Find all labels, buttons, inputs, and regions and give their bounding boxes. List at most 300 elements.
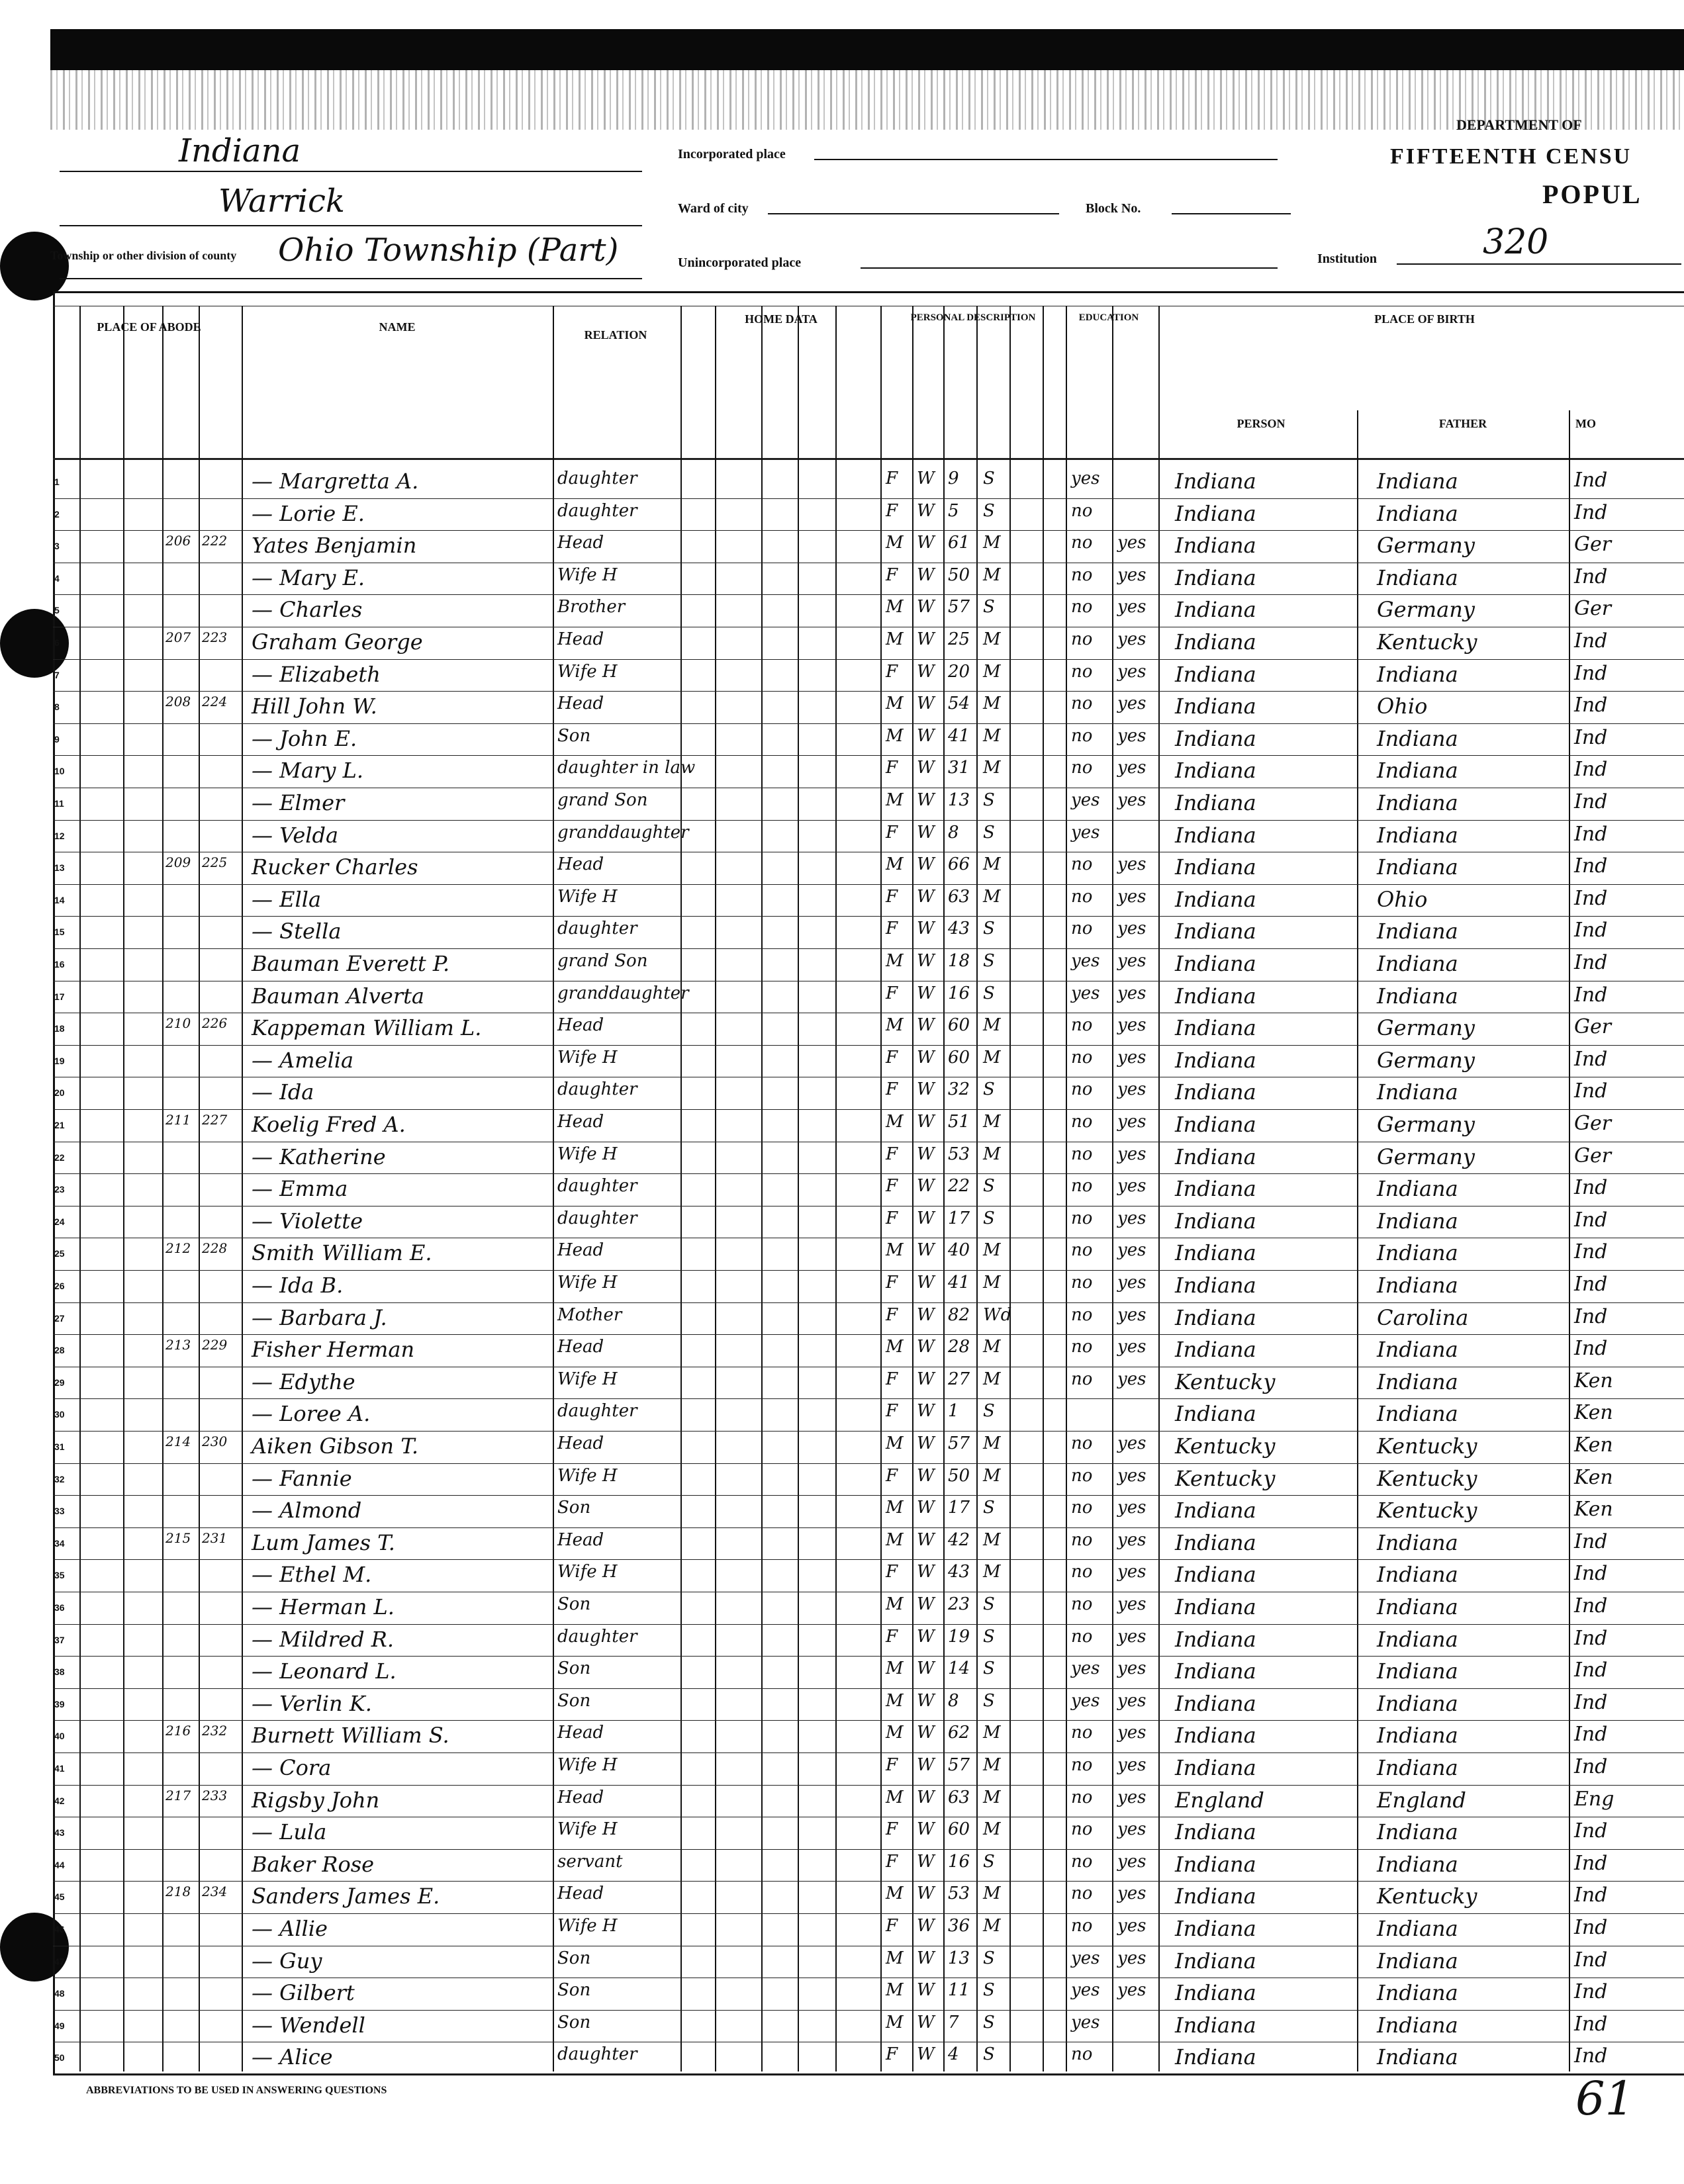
block-label: Block No. xyxy=(1086,201,1141,216)
cell-read: yes xyxy=(1117,1916,1146,1936)
row-rule xyxy=(53,1785,1684,1786)
cell-school: no xyxy=(1071,1369,1093,1389)
cell-name: — Almond xyxy=(252,1498,362,1524)
cell-name: — Wendell xyxy=(252,2012,365,2038)
cell-father: Indiana xyxy=(1377,1916,1458,1941)
cell-age: 54 xyxy=(948,694,970,714)
cell-father: Indiana xyxy=(1377,951,1458,976)
row-rule xyxy=(53,1624,1684,1625)
cell-marital: S xyxy=(983,983,995,1003)
row-rule xyxy=(53,1881,1684,1882)
cell-school: no xyxy=(1071,886,1093,907)
col-rule xyxy=(912,306,913,2071)
row-rule xyxy=(53,1752,1684,1753)
cell-relation: Head xyxy=(557,1723,604,1743)
person-header: PERSON xyxy=(1237,417,1286,430)
cell-dwelling: 209 xyxy=(165,854,191,871)
cell-marital: M xyxy=(983,1819,1001,1840)
cell-relation: Head xyxy=(557,629,604,649)
cell-relation: Wife H xyxy=(557,1273,618,1293)
cell-relation: Wife H xyxy=(557,1369,618,1389)
cell-birth: Indiana xyxy=(1175,469,1256,494)
cell-name: Lum James T. xyxy=(252,1529,395,1555)
line-number: 14 xyxy=(54,894,65,905)
cell-father: Germany xyxy=(1377,597,1475,623)
row-rule xyxy=(53,659,1684,660)
cell-age: 16 xyxy=(948,1851,970,1872)
row-rule xyxy=(53,1398,1684,1399)
cell-father: Indiana xyxy=(1377,1369,1458,1394)
cell-mother: Ind xyxy=(1574,758,1608,782)
row-rule xyxy=(53,691,1684,692)
cell-name: — Barbara J. xyxy=(252,1304,387,1330)
cell-family: 223 xyxy=(202,629,228,645)
cell-school: no xyxy=(1071,1884,1093,1904)
cell-father: Indiana xyxy=(1377,1851,1458,1877)
cell-age: 43 xyxy=(948,919,970,939)
cell-marital: M xyxy=(983,1112,1001,1132)
cell-sex: M xyxy=(886,1594,904,1614)
cell-marital: S xyxy=(983,1948,995,1968)
cell-school: no xyxy=(1071,1529,1093,1550)
cell-name: — Guy xyxy=(252,1948,322,1974)
cell-name: Smith William E. xyxy=(252,1240,432,1266)
cell-sex: M xyxy=(886,1690,904,1711)
row-rule xyxy=(53,2010,1684,2011)
cell-birth: Indiana xyxy=(1175,1851,1256,1877)
cell-age: 16 xyxy=(948,983,970,1003)
cell-birth: Indiana xyxy=(1175,1626,1256,1652)
cell-marital: M xyxy=(983,1015,1001,1036)
cell-relation: Wife H xyxy=(557,1047,618,1068)
cell-father: Indiana xyxy=(1377,822,1458,848)
cell-school: no xyxy=(1071,1851,1093,1872)
line-number: 25 xyxy=(54,1248,65,1259)
row-rule xyxy=(53,1270,1684,1271)
population-title: POPUL xyxy=(1542,179,1642,209)
cell-sex: M xyxy=(886,1529,904,1550)
cell-sex: F xyxy=(886,1047,898,1068)
cell-school: no xyxy=(1071,500,1093,521)
cell-race: W xyxy=(917,1916,935,1936)
cell-name: — Violette xyxy=(252,1208,363,1234)
line-number: 9 xyxy=(54,733,60,745)
cell-marital: S xyxy=(983,1079,995,1100)
cell-race: W xyxy=(917,1498,935,1518)
cell-read: yes xyxy=(1117,983,1146,1003)
cell-sex: F xyxy=(886,1369,898,1389)
cell-birth: Indiana xyxy=(1175,1079,1256,1105)
col-rule xyxy=(242,306,243,2071)
cell-mother: Ken xyxy=(1574,1498,1613,1522)
line-number: 47 xyxy=(54,1956,65,1967)
cell-read: yes xyxy=(1117,661,1146,682)
cell-marital: M xyxy=(983,1562,1001,1582)
line-number: 17 xyxy=(54,991,65,1002)
cell-name: — Ethel M. xyxy=(252,1562,372,1588)
cell-birth: Indiana xyxy=(1175,1401,1256,1427)
cell-read: yes xyxy=(1117,1465,1146,1486)
cell-read: yes xyxy=(1117,1851,1146,1872)
cell-name: — Elizabeth xyxy=(252,661,381,687)
cell-birth: Indiana xyxy=(1175,533,1256,559)
cell-birth: Indiana xyxy=(1175,725,1256,751)
line-number: 35 xyxy=(54,1570,65,1581)
cell-mother: Ind xyxy=(1574,1240,1608,1264)
cell-marital: M xyxy=(983,725,1001,746)
cell-mother: Ind xyxy=(1574,1529,1608,1553)
abbreviations-footer: ABBREVIATIONS TO BE USED IN ANSWERING QUESTIONS xyxy=(86,2085,387,2096)
cell-father: Germany xyxy=(1377,1015,1475,1041)
line-number: 19 xyxy=(54,1055,65,1066)
row-rule xyxy=(53,498,1684,499)
cell-school: yes xyxy=(1071,983,1100,1003)
cell-read: yes xyxy=(1117,1626,1146,1647)
cell-age: 43 xyxy=(948,1562,970,1582)
line-number: 26 xyxy=(54,1281,65,1291)
row-rule xyxy=(53,1045,1684,1046)
cell-race: W xyxy=(917,1176,935,1197)
cell-age: 14 xyxy=(948,1659,970,1679)
cell-race: W xyxy=(917,1433,935,1453)
cell-birth: Indiana xyxy=(1175,854,1256,880)
county-value: Warrick xyxy=(218,183,345,220)
line-number: 36 xyxy=(54,1602,65,1613)
cell-name: Graham George xyxy=(252,629,423,655)
cell-marital: M xyxy=(983,1884,1001,1904)
county-line xyxy=(60,225,642,226)
cell-birth: Indiana xyxy=(1175,1498,1256,1524)
row-rule xyxy=(53,884,1684,885)
cell-name: — Ida B. xyxy=(252,1273,344,1298)
cell-marital: M xyxy=(983,1144,1001,1164)
line-number: 40 xyxy=(54,1731,65,1742)
cell-school: no xyxy=(1071,1337,1093,1357)
cell-mother: Ger xyxy=(1574,1112,1612,1135)
cell-mother: Ind xyxy=(1574,565,1608,588)
row-rule xyxy=(53,530,1684,531)
cell-relation: daughter xyxy=(557,1626,637,1647)
row-rule xyxy=(53,594,1684,595)
cell-father: Indiana xyxy=(1377,469,1458,494)
line-number: 16 xyxy=(54,959,65,970)
cell-relation: grand Son xyxy=(557,951,648,971)
cell-age: 82 xyxy=(948,1304,970,1325)
cell-father: Indiana xyxy=(1377,1176,1458,1202)
cell-father: Indiana xyxy=(1377,1626,1458,1652)
cell-age: 57 xyxy=(948,1433,970,1453)
department-title: DEPARTMENT OF xyxy=(1456,116,1582,133)
cell-read: yes xyxy=(1117,1337,1146,1357)
cell-age: 28 xyxy=(948,1337,970,1357)
cell-birth: Indiana xyxy=(1175,661,1256,687)
cell-school: yes xyxy=(1071,1690,1100,1711)
cell-mother: Ind xyxy=(1574,790,1608,813)
cell-marital: S xyxy=(983,790,995,810)
cell-sex: F xyxy=(886,1144,898,1164)
cell-sex: M xyxy=(886,1498,904,1518)
cell-school: no xyxy=(1071,1176,1093,1197)
cell-name: — Loree A. xyxy=(252,1401,371,1427)
row-rule xyxy=(53,755,1684,756)
cell-father: Germany xyxy=(1377,1112,1475,1137)
row-rule xyxy=(53,916,1684,917)
line-number: 22 xyxy=(54,1152,65,1163)
cell-read: yes xyxy=(1117,1433,1146,1453)
cell-age: 11 xyxy=(948,1980,970,2001)
cell-birth: Indiana xyxy=(1175,1659,1256,1684)
cell-father: Indiana xyxy=(1377,725,1458,751)
col-rule xyxy=(715,306,716,2071)
cell-age: 57 xyxy=(948,597,970,617)
cell-read: yes xyxy=(1117,533,1146,553)
cell-age: 20 xyxy=(948,661,970,682)
cell-relation: Head xyxy=(557,1112,604,1132)
cell-relation: Son xyxy=(557,1659,591,1679)
cell-relation: Wife H xyxy=(557,1465,618,1486)
cell-relation: Wife H xyxy=(557,1819,618,1840)
col-rule xyxy=(880,306,882,2071)
cell-mother: Ind xyxy=(1574,1819,1608,1843)
cell-read: yes xyxy=(1117,1948,1146,1968)
cell-read: yes xyxy=(1117,1594,1146,1614)
cell-father: England xyxy=(1377,1787,1466,1813)
cell-name: — John E. xyxy=(252,725,357,751)
cell-name: — Amelia xyxy=(252,1047,354,1073)
cell-name: — Mary L. xyxy=(252,758,363,784)
cell-sex: M xyxy=(886,1723,904,1743)
cell-read: yes xyxy=(1117,1176,1146,1197)
cell-school: no xyxy=(1071,1047,1093,1068)
cell-school: yes xyxy=(1071,1980,1100,2001)
cell-sex: M xyxy=(886,1884,904,1904)
cell-race: W xyxy=(917,822,935,842)
cell-marital: S xyxy=(983,2044,995,2065)
cell-age: 27 xyxy=(948,1369,970,1389)
cell-marital: S xyxy=(983,1659,995,1679)
cell-read: yes xyxy=(1117,1690,1146,1711)
col-rule xyxy=(761,306,763,2071)
cell-father: Kentucky xyxy=(1377,629,1477,655)
row-rule xyxy=(53,1334,1684,1335)
cell-age: 50 xyxy=(948,1465,970,1486)
cell-mother: Ger xyxy=(1574,533,1612,557)
cell-school: no xyxy=(1071,1240,1093,1261)
cell-name: Hill John W. xyxy=(252,694,377,719)
cell-school: no xyxy=(1071,919,1093,939)
cell-school: yes xyxy=(1071,469,1100,488)
row-rule xyxy=(53,1495,1684,1496)
cell-relation: Head xyxy=(557,1787,604,1807)
cell-birth: Indiana xyxy=(1175,1723,1256,1749)
cell-father: Indiana xyxy=(1377,661,1458,687)
cell-read: yes xyxy=(1117,1819,1146,1840)
name-header: NAME xyxy=(379,320,416,334)
cell-race: W xyxy=(917,919,935,939)
cell-read: yes xyxy=(1117,1047,1146,1068)
cell-sex: F xyxy=(886,469,898,488)
cell-age: 60 xyxy=(948,1015,970,1036)
cell-mother: Ind xyxy=(1574,822,1608,846)
cell-name: — Katherine xyxy=(252,1144,386,1169)
cell-race: W xyxy=(917,1594,935,1614)
cell-relation: Head xyxy=(557,694,604,714)
cell-age: 1 xyxy=(948,1401,959,1422)
row-rule xyxy=(53,1688,1684,1689)
cell-age: 63 xyxy=(948,1787,970,1807)
cell-relation: Son xyxy=(557,1594,591,1614)
col-rule xyxy=(680,306,682,2071)
col-rule xyxy=(976,306,978,2071)
cell-marital: M xyxy=(983,1273,1001,1293)
cell-father: Ohio xyxy=(1377,694,1428,719)
cell-name: Aiken Gibson T. xyxy=(252,1433,419,1459)
cell-read: yes xyxy=(1117,1659,1146,1679)
cell-read: yes xyxy=(1117,1112,1146,1132)
cell-relation: Head xyxy=(557,854,604,875)
cell-sex: M xyxy=(886,1015,904,1036)
cell-sex: M xyxy=(886,629,904,649)
cell-relation: daughter xyxy=(557,1079,637,1100)
incorporated-place-label: Incorporated place xyxy=(678,147,786,161)
cell-birth: Indiana xyxy=(1175,2012,1256,2038)
cell-name: — Lula xyxy=(252,1819,327,1845)
cell-mother: Ind xyxy=(1574,1047,1608,1071)
cell-father: Indiana xyxy=(1377,1337,1458,1363)
incorporated-place-line xyxy=(814,159,1278,160)
cell-birth: England xyxy=(1175,1787,1264,1813)
cell-birth: Kentucky xyxy=(1175,1465,1276,1491)
education-header: EDUCATION xyxy=(1078,312,1139,323)
cell-school: no xyxy=(1071,533,1093,553)
cell-name: — Velda xyxy=(252,822,339,848)
cell-name: — Mildred R. xyxy=(252,1626,395,1652)
relation-header: RELATION xyxy=(584,328,647,341)
cell-relation: Head xyxy=(557,533,604,553)
cell-marital: M xyxy=(983,1916,1001,1936)
cell-father: Kentucky xyxy=(1377,1884,1477,1909)
cell-sex: M xyxy=(886,951,904,971)
cell-read: yes xyxy=(1117,597,1146,617)
cell-read: yes xyxy=(1117,1079,1146,1100)
cell-family: 225 xyxy=(202,854,228,871)
cell-age: 8 xyxy=(948,1690,959,1711)
cell-birth: Indiana xyxy=(1175,1562,1256,1588)
cell-birth: Indiana xyxy=(1175,1980,1256,2006)
row-rule xyxy=(53,948,1684,949)
cell-sex: F xyxy=(886,1176,898,1197)
cell-birth: Indiana xyxy=(1175,1015,1256,1041)
cell-sex: M xyxy=(886,533,904,553)
cell-school: no xyxy=(1071,1819,1093,1840)
cell-sex: M xyxy=(886,790,904,810)
cell-race: W xyxy=(917,1304,935,1325)
cell-race: W xyxy=(917,1980,935,2001)
cell-sex: F xyxy=(886,919,898,939)
cell-family: 234 xyxy=(202,1884,228,1900)
cell-race: W xyxy=(917,1851,935,1872)
cell-birth: Indiana xyxy=(1175,983,1256,1009)
line-number: 20 xyxy=(54,1087,65,1099)
line-number: 38 xyxy=(54,1666,65,1678)
row-rule xyxy=(53,1849,1684,1850)
line-number: 24 xyxy=(54,1216,65,1227)
cell-name: — Allie xyxy=(252,1916,328,1941)
cell-name: — Edythe xyxy=(252,1369,355,1394)
cell-birth: Indiana xyxy=(1175,919,1256,944)
cell-mother: Ind xyxy=(1574,1079,1608,1103)
cell-race: W xyxy=(917,500,935,521)
cell-age: 53 xyxy=(948,1144,970,1164)
cell-family: 226 xyxy=(202,1015,228,1032)
cell-age: 62 xyxy=(948,1723,970,1743)
cell-birth: Indiana xyxy=(1175,500,1256,526)
cell-read: yes xyxy=(1117,1884,1146,1904)
cell-father: Indiana xyxy=(1377,1755,1458,1780)
cell-marital: Wd xyxy=(983,1304,1012,1325)
cell-read: yes xyxy=(1117,1240,1146,1261)
cell-father: Germany xyxy=(1377,533,1475,559)
cell-race: W xyxy=(917,725,935,746)
cell-race: W xyxy=(917,1690,935,1711)
cell-name: — Gilbert xyxy=(252,1980,355,2006)
cell-age: 53 xyxy=(948,1884,970,1904)
cell-mother: Ind xyxy=(1574,919,1608,942)
line-number: 42 xyxy=(54,1795,65,1806)
cell-sex: F xyxy=(886,1819,898,1840)
cell-read: yes xyxy=(1117,1498,1146,1518)
cell-marital: M xyxy=(983,629,1001,649)
cell-age: 42 xyxy=(948,1529,970,1550)
cell-marital: M xyxy=(983,533,1001,553)
cell-family: 229 xyxy=(202,1337,228,1353)
cell-read: yes xyxy=(1117,1980,1146,2001)
cell-race: W xyxy=(917,1144,935,1164)
cell-name: Bauman Everett P. xyxy=(252,951,450,976)
cell-read: yes xyxy=(1117,1787,1146,1807)
cell-read: yes xyxy=(1117,790,1146,810)
cell-relation: daughter in law xyxy=(557,758,696,778)
cell-marital: M xyxy=(983,1369,1001,1389)
line-number: 7 xyxy=(54,669,60,680)
cell-birth: Indiana xyxy=(1175,1948,1256,1974)
ward-label: Ward of city xyxy=(678,201,749,216)
col-rule xyxy=(1066,306,1067,2071)
cell-father: Indiana xyxy=(1377,500,1458,526)
col-rule xyxy=(199,306,200,2071)
cell-race: W xyxy=(917,1755,935,1775)
cell-father: Indiana xyxy=(1377,1079,1458,1105)
cell-father: Indiana xyxy=(1377,1819,1458,1845)
cell-sex: F xyxy=(886,758,898,778)
cell-read: yes xyxy=(1117,565,1146,585)
cell-school: no xyxy=(1071,1755,1093,1775)
cell-marital: S xyxy=(983,1626,995,1647)
cell-mother: Ind xyxy=(1574,1562,1608,1586)
cell-age: 60 xyxy=(948,1047,970,1068)
cell-marital: S xyxy=(983,1176,995,1197)
cell-marital: S xyxy=(983,500,995,521)
cell-name: — Margretta A. xyxy=(252,469,419,494)
col-rule xyxy=(1158,306,1160,2071)
cell-sex: M xyxy=(886,597,904,617)
cell-sex: M xyxy=(886,1948,904,1968)
cell-family: 228 xyxy=(202,1240,228,1257)
cell-name: — Emma xyxy=(252,1176,348,1202)
cell-father: Indiana xyxy=(1377,565,1458,590)
cell-relation: Wife H xyxy=(557,1916,618,1936)
cell-mother: Ind xyxy=(1574,725,1608,749)
